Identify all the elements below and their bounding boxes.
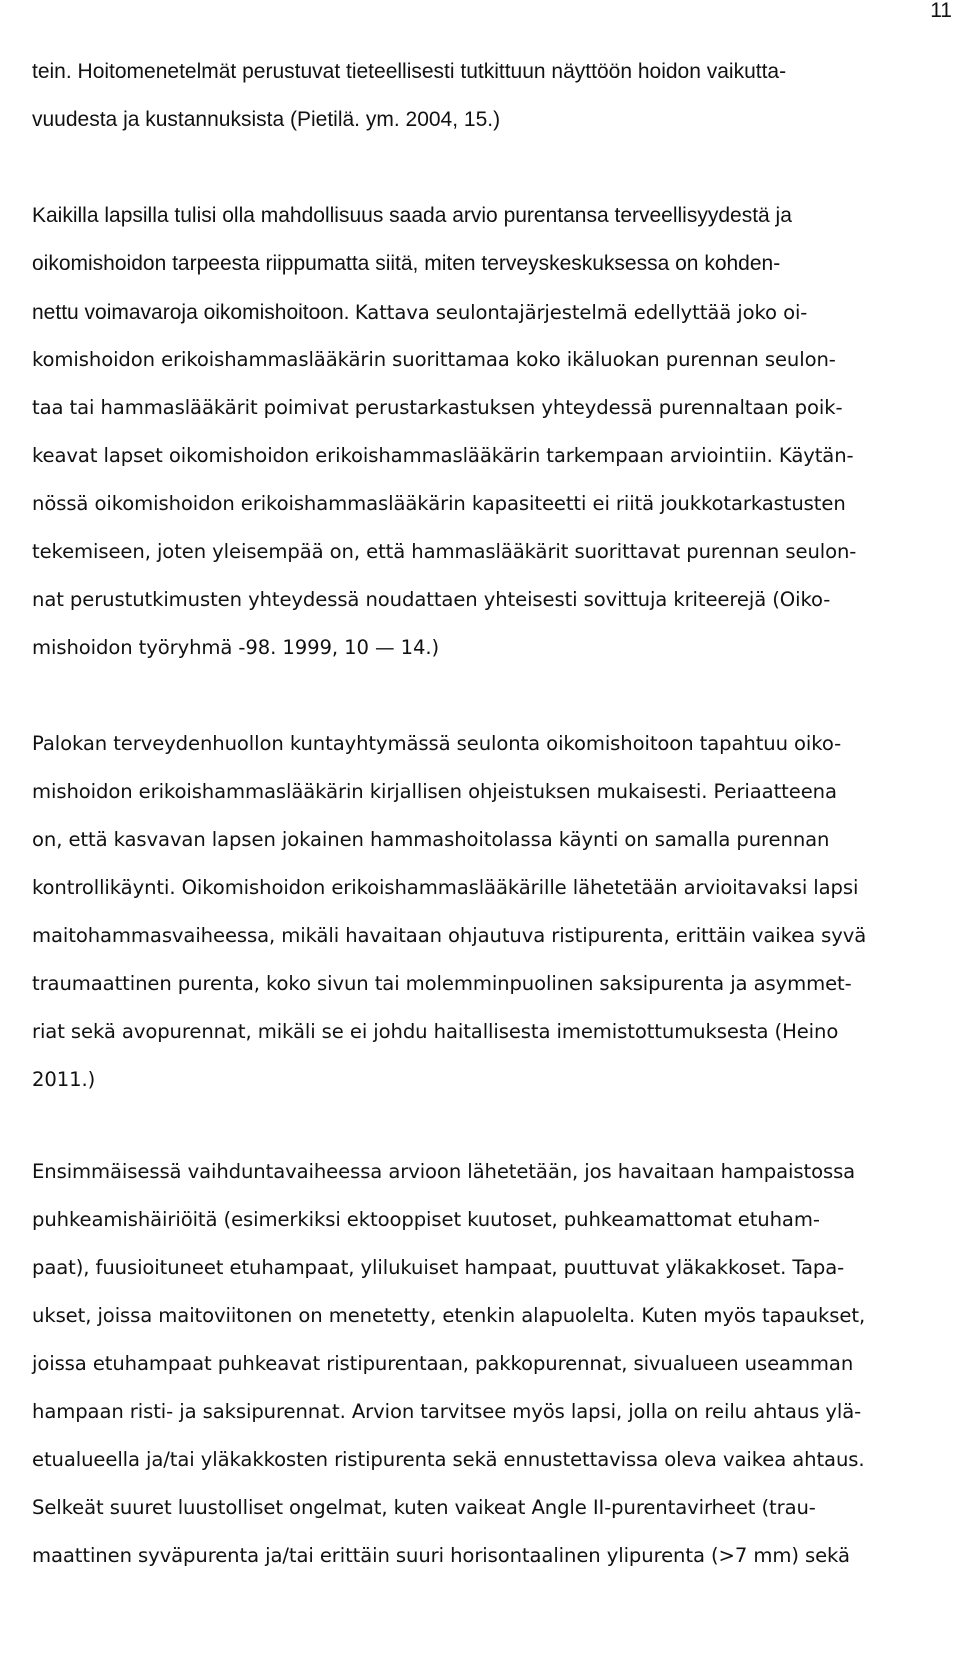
text-line: Kaikilla lapsilla tulisi olla mahdollisuus saada arvio purentansa terveellisyydestä ja — [32, 204, 792, 227]
text-line: hampaan risti- ja saksipurennat. Arvion tarvitsee myös lapsi, jolla on reilu ahtaus ylä- — [32, 1400, 862, 1423]
text-line: tein. Hoitomenetelmät perustuvat tieteellisesti tutkittuun näyttöön hoidon vaikutta- — [32, 60, 787, 83]
text-line: etualueella ja/tai yläkakkosten ristipurenta sekä ennustettavissa oleva vaikea ahtaus. — [32, 1448, 865, 1471]
text-line: traumaattinen purenta, koko sivun tai molemminpuolinen saksipurenta ja asymmet- — [32, 972, 852, 995]
text-line: oikomishoidon tarpeesta riippumatta siitä, miten terveyskeskuksessa on kohden- — [32, 252, 781, 275]
text-line: paat), fuusioituneet etuhampaat, ylilukuiset hampaat, puuttuvat yläkakkoset. Tapa- — [32, 1256, 845, 1279]
text-line: kontrollikäynti. Oikomishoidon erikoishammaslääkärille lähetetään arvioitavaksi lapsi — [32, 876, 859, 899]
text-line: Selkeät suuret luustolliset ongelmat, kuten vaikeat Angle II-purentavirheet (trau- — [32, 1496, 816, 1519]
text-line: komishoidon erikoishammaslääkärin suorittamaa koko ikäluokan purennan seulon- — [32, 348, 836, 371]
text-line: tekemiseen, joten yleisempää on, että hammaslääkärit suorittavat purennan seulon- — [32, 540, 857, 563]
text-line: on, että kasvavan lapsen jokainen hammashoitolassa käynti on samalla purennan — [32, 828, 830, 851]
text-line: vuudesta ja kustannuksista (Pietilä. ym. 2004, 15.) — [32, 108, 501, 131]
text-span: nettu voimavaroja oikomishoitoon. — [32, 301, 350, 324]
text-line: maitohammasvaiheessa, mikäli havaitaan ohjautuva ristipurenta, erittäin vaikea syvä — [32, 924, 867, 947]
text-line: maattinen syväpurenta ja/tai erittäin suuri horisontaalinen ylipurenta (>7 mm) sekä — [32, 1544, 850, 1567]
text-line: nat perustutkimusten yhteydessä noudattaen yhteisesti sovittuja kriteerejä (Oiko- — [32, 588, 831, 611]
text-span: Kattava seulontajärjestelmä edellyttää joko oi- — [354, 301, 808, 324]
text-line: puhkeamishäiriöitä (esimerkiksi ektooppiset kuutoset, puhkeamattomat etuham- — [32, 1208, 820, 1231]
text-line: Ensimmäisessä vaihduntavaiheessa arvioon lähetetään, jos havaitaan hampaistossa — [32, 1160, 856, 1183]
text-line: mishoidon työryhmä -98. 1999, 10 — 14.) — [32, 636, 439, 659]
text-line: taa tai hammaslääkärit poimivat perustarkastuksen yhteydessä purennaltaan poik- — [32, 396, 843, 419]
text-line: mishoidon erikoishammaslääkärin kirjallisen ohjeistuksen mukaisesti. Periaatteena — [32, 780, 837, 803]
page-number: 11 — [930, 0, 952, 22]
text-line: nössä oikomishoidon erikoishammaslääkärin kapasiteetti ei riitä joukkotarkastusten — [32, 492, 846, 515]
text-line: riat sekä avopurennat, mikäli se ei johdu haitallisesta imemistottumuksesta (Heino — [32, 1020, 839, 1043]
text-line: ukset, joissa maitoviitonen on menetetty, etenkin alapuolelta. Kuten myös tapaukset, — [32, 1304, 866, 1327]
text-line: Palokan terveydenhuollon kuntayhtymässä seulonta oikomishoitoon tapahtuu oiko- — [32, 732, 842, 755]
text-line: 2011.) — [32, 1068, 96, 1091]
text-line: keavat lapset oikomishoidon erikoishammaslääkärin tarkempaan arviointiin. Käytän- — [32, 444, 854, 467]
text-line: joissa etuhampaat puhkeavat ristipurentaan, pakkopurennat, sivualueen useamman — [32, 1352, 854, 1375]
text-line-mixed — [32, 297, 807, 328]
